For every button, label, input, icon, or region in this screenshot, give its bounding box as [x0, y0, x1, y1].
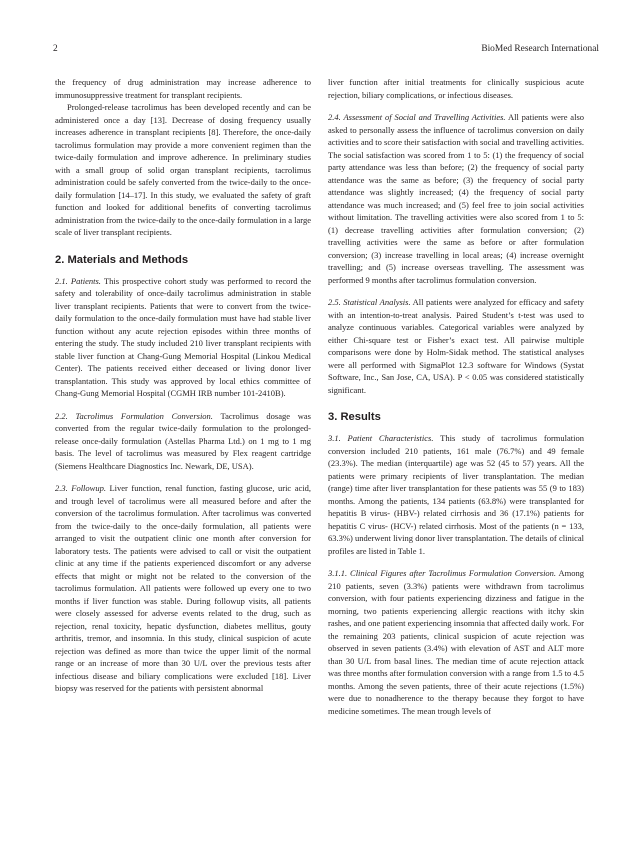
subsection-title: 2.3. Followup.: [55, 483, 106, 493]
intro-paragraph-1: the frequency of drug administration may increase adherence to immunosuppressive treatment for transplant recipients.: [55, 77, 311, 100]
subsection-text: This study of tacrolimus formulation conversion included 210 patients, 161 male (76.7%) and 49 female (23.3%). The median (interquartile) age was 52 (45 to 57) years. All the patients were primary recipients of liver transplantation. The median (range) time after liver transplantation for these patients was 55 (9 to 183) months. Among the patients, 134 patients (63.8%) were transplanted for hepatitis B virus- (HBV-) related cirrhosis and 36 (17.1%) patients for hepatitis C virus- (HCV-) related cirrhosis. Most of the patients (n = 133, 63.3%) underwent living donor liver transplantation. The details of clinical profiles are listed in Table 1.: [328, 433, 585, 556]
subsection-text: This prospective cohort study was performed to record the safety and tolerability of once-daily tacrolimus administration in stable liver transplant recipients. Patients that were to convert from the twice-daily formulation to the once-daily formulation must have had stable liver function without any acute rejection episodes within three months of entering the study. The study included 210 liver transplant recipients with stable liver function at Chang-Gung Memorial Hospital (Linkou Medical Center). The patients received either deceased or living donor liver transplantation. This study was approved by local ethics committee of Chang-Gung Memorial Hospital (CGMH IRB number 101-2410B).: [55, 275, 311, 398]
subsection-clinical-figures: [328, 567, 584, 717]
page-header: [53, 44, 599, 58]
subsection-patients: [55, 275, 311, 400]
subsection-title: 2.4. Assessment of Social and Travelling Activities.: [328, 112, 506, 122]
subsection-title: 3.1. Patient Characteristics.: [328, 433, 434, 443]
subsection-title: 2.1. Patients.: [55, 275, 101, 286]
subsection-title: 2.5. Statistical Analysis.: [328, 297, 411, 307]
subsection-text: Among 210 patients, seven (3.3%) patients were withdrawn from tacrolimus conversion, with four patients experiencing dizziness and fatigue in the morning, two patients experiencing allergic reactions with itchy skin rashes, and one patient experiencing insomnia that affected daily work. For the remaining 203 patients, clinical suspicion of acute rejection was observed in seven patients (3.4%) with elevation of AST and ALT more than 30 U/L from basal lines. The median time of acute rejection attack was three months after formulation conversion with a range from 1.5 to 4.5 months. Among the seven patients, three of their acute rejections (1.5%) were due to nonadherence to the therapy because they forgot to have medicine sometimes. The mean trough levels of: [328, 568, 584, 716]
subsection-statistics: [328, 296, 584, 396]
intro-paragraph-2: Prolonged-release tacrolimus has been developed recently and can be administered once a day [13]. Decrease of dosing frequency usually increases adherence in transplant recipients [8]. Therefore, the once-daily tacrolimus formulation may provide a more convenient regimen than the twice-daily formulation and improve adherence. In preliminary studies with a small group of solid organ transplant recipients, tacrolimus administration could be safely converted from the twice-daily to the once-daily formulation [14–17]. In this study, we evaluated the safety of graft function and looked for additional benefits of converting tacrolimus administration from the twice-daily to the once-daily formulation in a large scale of liver transplant recipients.: [55, 102, 311, 237]
subsection-title: 2.2. Tacrolimus Formulation Conversion.: [55, 410, 213, 421]
section-heading-results: 3. Results: [328, 411, 381, 423]
subsection-text: Liver function, renal function, fasting glucose, uric acid, and trough level of tacrolimus were all measured before and after the conversion of the tacrolimus formulation. After tacrolimus was converted from the twice-daily to the once-daily formulation, all patients were arranged to visit the outpatient clinic one month after conversion for laboratory tests. The patients were advised to call or visit the outpatient clinic at any time if the patients experienced discomfort or any adverse effects that might or might not be related to the conversion of the tacrolimus formulation. All patients were followed up every one to two months if liver function was stable. During followup visits, all patients were closely assessed for adverse events related to the drug, such as rejection, renal toxicity, hepatic dysfunction, diabetes mellitus, gouty arthritis, tremor, and insomnia. In this study, clinical suspicion of acute rejection was defined as more than twice the upper limit of the normal range or an increase of more than 30 U/L over the previous tests after infectious disease and biliary complications were excluded [18]. Liver biopsy was reserved for the patients with persistent abnormal: [55, 483, 311, 693]
subsection-text: Tacrolimus dosage was converted from the regular twice-daily formulation to the prolonged-release once-daily formulation (Astellas Pharma Ltd.) on 1 mg to 1 mg basis. The level of tacrolimus was measured by Flex reagent cartridge (Siemens Healthcare Diagnostics Inc. Newark, DE, USA).: [55, 410, 311, 471]
left-column: [55, 76, 311, 695]
right-column: [328, 76, 584, 717]
subsection-title: 3.1.1. Clinical Figures after Tacrolimus Formulation Conversion.: [328, 568, 557, 578]
subsection-text: All patients were analyzed for efficacy and safety with an intention-to-treat analysis. Paired Student’s t-test was used to analyze continuous variables. Categorical variables were analyzed by either Chi-square test or Fisher’s exact test. All pairwise multiple comparisons were done by Holm-Sidak method. The statistical analyses were all performed with SigmaPlot 12.3 software for Windows (Systat Software, Inc., San Jose, CA, USA). P < 0.05 was considered statistically significant.: [328, 297, 584, 395]
journal-title: BioMed Research International: [481, 44, 599, 54]
subsection-followup: [55, 482, 311, 695]
section-heading-methods: 2. Materials and Methods: [55, 253, 189, 266]
page-number: 2: [53, 44, 58, 54]
subsection-characteristics: [328, 432, 584, 557]
subsection-text: All patients were also asked to personally assess the influence of tacrolimus conversion on daily activities and to score their satisfaction with social and travelling activities. The social satisfaction was scored from 1 to 5: (1) the frequency of social party attendance was less than before; (2) the frequency of social party attendance was the same as before; (3) the frequency of social party attendance was slightly increased; (4) the frequency of social party attendance was much increased; and (5) feel free to join social activities without limitation. The travelling activities were also scored from 1 to 5: (1) decrease travelling activities after formulation conversion; (2) travelling activities were the same as before or after formulation conversion; (3) increase travelling in local areas; (4) increase overnight travelling; and (5) increase overseas travelling. The assessment was performed 9 months after tacrolimus formulation conversion.: [328, 112, 585, 285]
continued-paragraph: liver function after initial treatments for clinically suspicious acute rejection, biliary complications, or infectious diseases.: [328, 77, 584, 100]
subsection-activities: [328, 111, 584, 286]
subsection-conversion: [55, 410, 311, 473]
